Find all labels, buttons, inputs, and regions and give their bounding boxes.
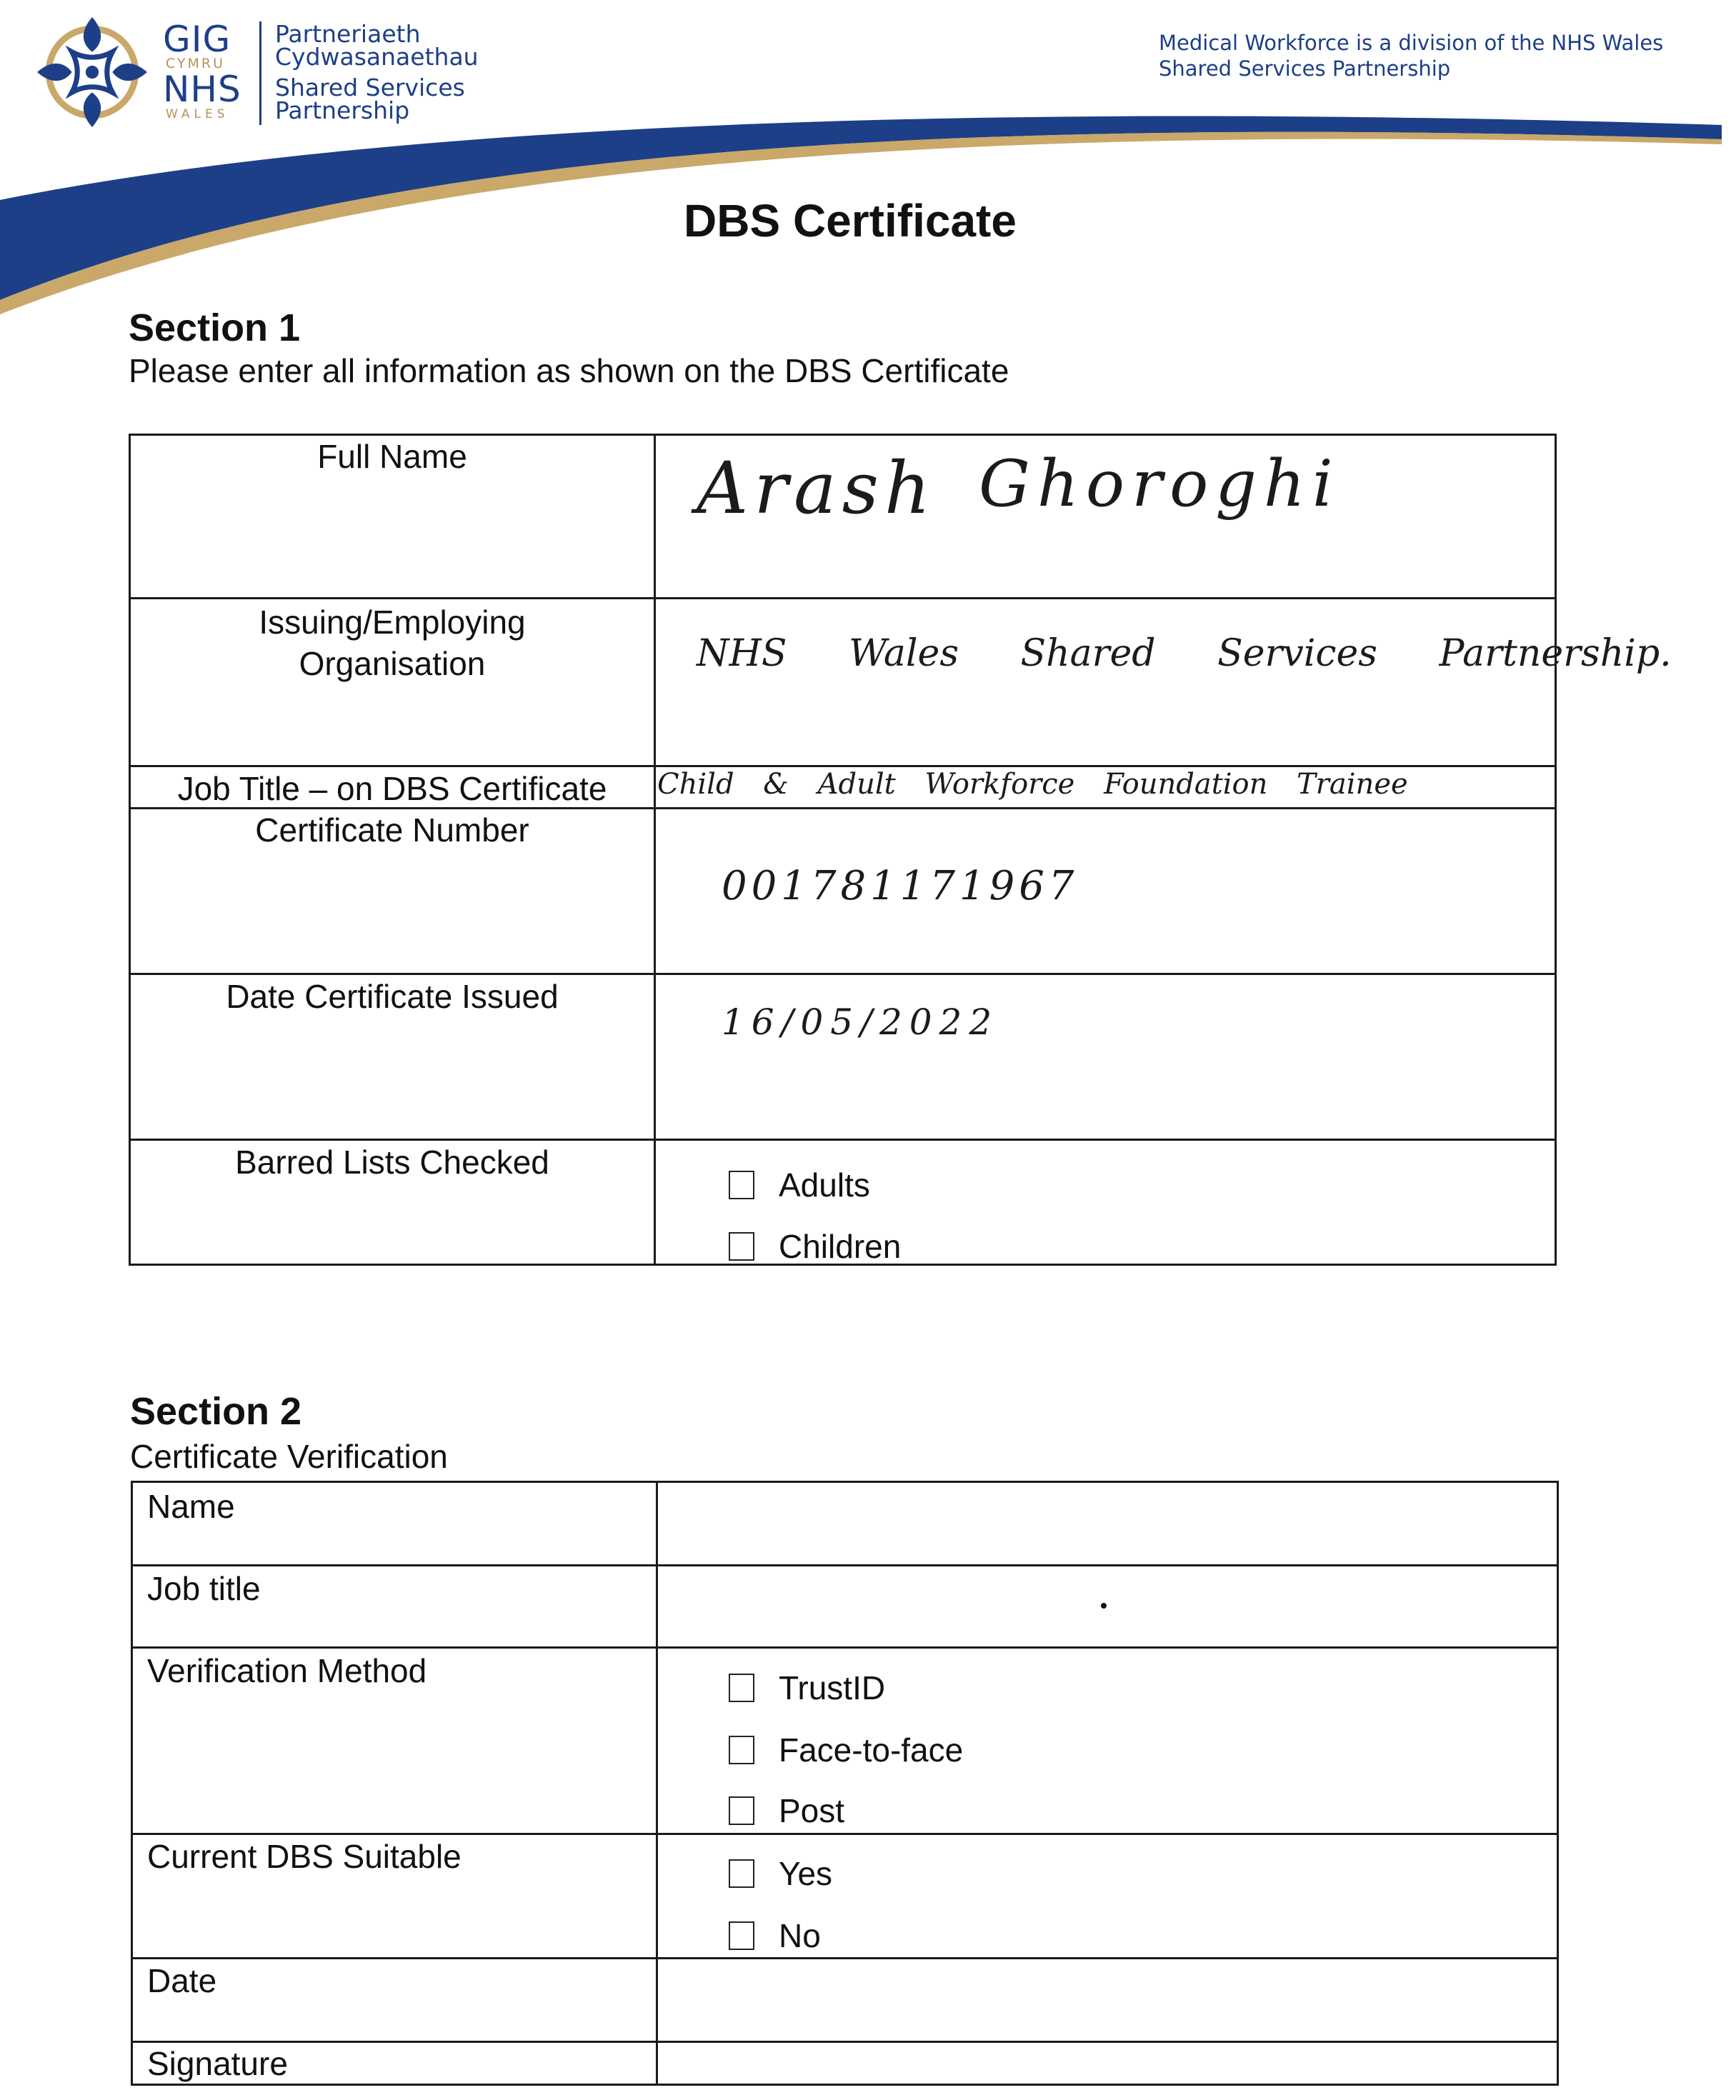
section2-heading: Section 2: [130, 1390, 302, 1433]
verifier-job-title-label: Job title: [147, 1570, 261, 1607]
section1-heading: Section 1: [129, 306, 301, 349]
barred-children-checkbox[interactable]: [729, 1232, 754, 1261]
scan-mark: [1101, 1603, 1107, 1609]
division-line: Medical Workforce is a division of the NHS Wales: [1159, 31, 1664, 55]
logo-partnership-line: Cydwasanaethau: [275, 43, 479, 71]
suitable-yes-option[interactable]: [729, 1856, 832, 1891]
full-name-value-last[interactable]: Ghoroghi: [979, 446, 1340, 521]
job-title-value[interactable]: Child & Adult Workforce Foundation Trainee: [657, 768, 1408, 801]
signature-label: Signature: [147, 2045, 288, 2082]
section1-instruction: Please enter all information as shown on the DBS Certificate: [129, 352, 1009, 389]
suitable-yes-checkbox[interactable]: [729, 1859, 754, 1888]
section2-row-divider: [131, 2041, 1559, 2043]
nhs-wales-logo-icon: [34, 14, 150, 130]
logo-nhs-text: NHS: [163, 69, 241, 110]
section2-row-divider: [131, 1646, 1559, 1649]
certificate-number-label: Certificate Number: [255, 811, 529, 849]
section2-row-divider: [131, 1957, 1559, 1959]
section1-row-divider: [129, 973, 1557, 975]
section1-row-divider: [129, 597, 1557, 599]
job-title-label: Job Title – on DBS Certificate: [177, 770, 607, 807]
barred-adults-checkbox[interactable]: [729, 1171, 754, 1199]
method-face-to-face-label: Face-to-face: [779, 1731, 964, 1769]
method-trustid-label: TrustID: [779, 1669, 886, 1706]
division-statement: [1159, 30, 1702, 81]
organisation-label-line: Issuing/Employing: [259, 604, 526, 641]
barred-adults-label: Adults: [779, 1166, 870, 1204]
method-post-checkbox[interactable]: [729, 1796, 754, 1825]
method-trustid-checkbox[interactable]: [729, 1674, 754, 1702]
verification-method-label: Verification Method: [147, 1652, 427, 1689]
barred-children-option[interactable]: [729, 1229, 901, 1264]
verification-date-label: Date: [147, 1962, 217, 1999]
suitable-yes-label: Yes: [779, 1855, 833, 1892]
section2-table: [131, 1481, 1559, 2086]
section2-subheading: Certificate Verification: [130, 1438, 448, 1475]
division-line: Shared Services Partnership: [1159, 56, 1451, 81]
method-face-to-face-checkbox[interactable]: [729, 1736, 754, 1764]
section2-row-divider: [131, 1564, 1559, 1566]
section1-row-divider: [129, 765, 1557, 767]
current-dbs-suitable-label: Current DBS Suitable: [147, 1838, 462, 1875]
section2-column-divider: [656, 1481, 658, 2086]
suitable-no-label: No: [779, 1917, 821, 1954]
logo-gig-text: GIG: [163, 19, 231, 60]
section1-row-divider: [129, 1139, 1557, 1141]
logo-partnership-line: Shared Services: [275, 74, 465, 101]
certificate-number-value[interactable]: 001781171967: [722, 863, 1079, 909]
organisation-label: [131, 601, 654, 684]
method-post-label: Post: [779, 1792, 845, 1829]
logo-partnership-line: Partneriaeth: [275, 20, 421, 48]
document-title: DBS Certificate: [684, 195, 1017, 246]
barred-lists-label: Barred Lists Checked: [235, 1144, 549, 1181]
organisation-label-line: Organisation: [299, 645, 486, 682]
full-name-label: Full Name: [317, 438, 467, 475]
logo-wales-text: WALES: [166, 107, 229, 121]
full-name-value-first[interactable]: Arash: [697, 446, 937, 530]
barred-children-label: Children: [779, 1228, 902, 1265]
section2-row-divider: [131, 1833, 1559, 1835]
method-trustid-option[interactable]: [729, 1670, 885, 1706]
method-post-option[interactable]: [729, 1793, 844, 1829]
section1-table: [129, 434, 1557, 1266]
organisation-value[interactable]: NHS Wales Shared Services Partnership.: [697, 632, 1672, 675]
section1-column-divider: [654, 434, 656, 1266]
logo-cymru-text: CYMRU: [166, 56, 226, 71]
date-issued-value[interactable]: 16/05/2022: [722, 1001, 999, 1043]
logo-partnership-line: Partnership: [275, 96, 410, 124]
suitable-no-checkbox[interactable]: [729, 1921, 754, 1950]
logo-divider: [259, 21, 261, 125]
verifier-name-label: Name: [147, 1488, 235, 1525]
date-issued-label: Date Certificate Issued: [226, 978, 559, 1015]
suitable-no-option[interactable]: [729, 1918, 821, 1954]
barred-adults-option[interactable]: [729, 1167, 870, 1203]
method-face-to-face-option[interactable]: [729, 1732, 963, 1768]
